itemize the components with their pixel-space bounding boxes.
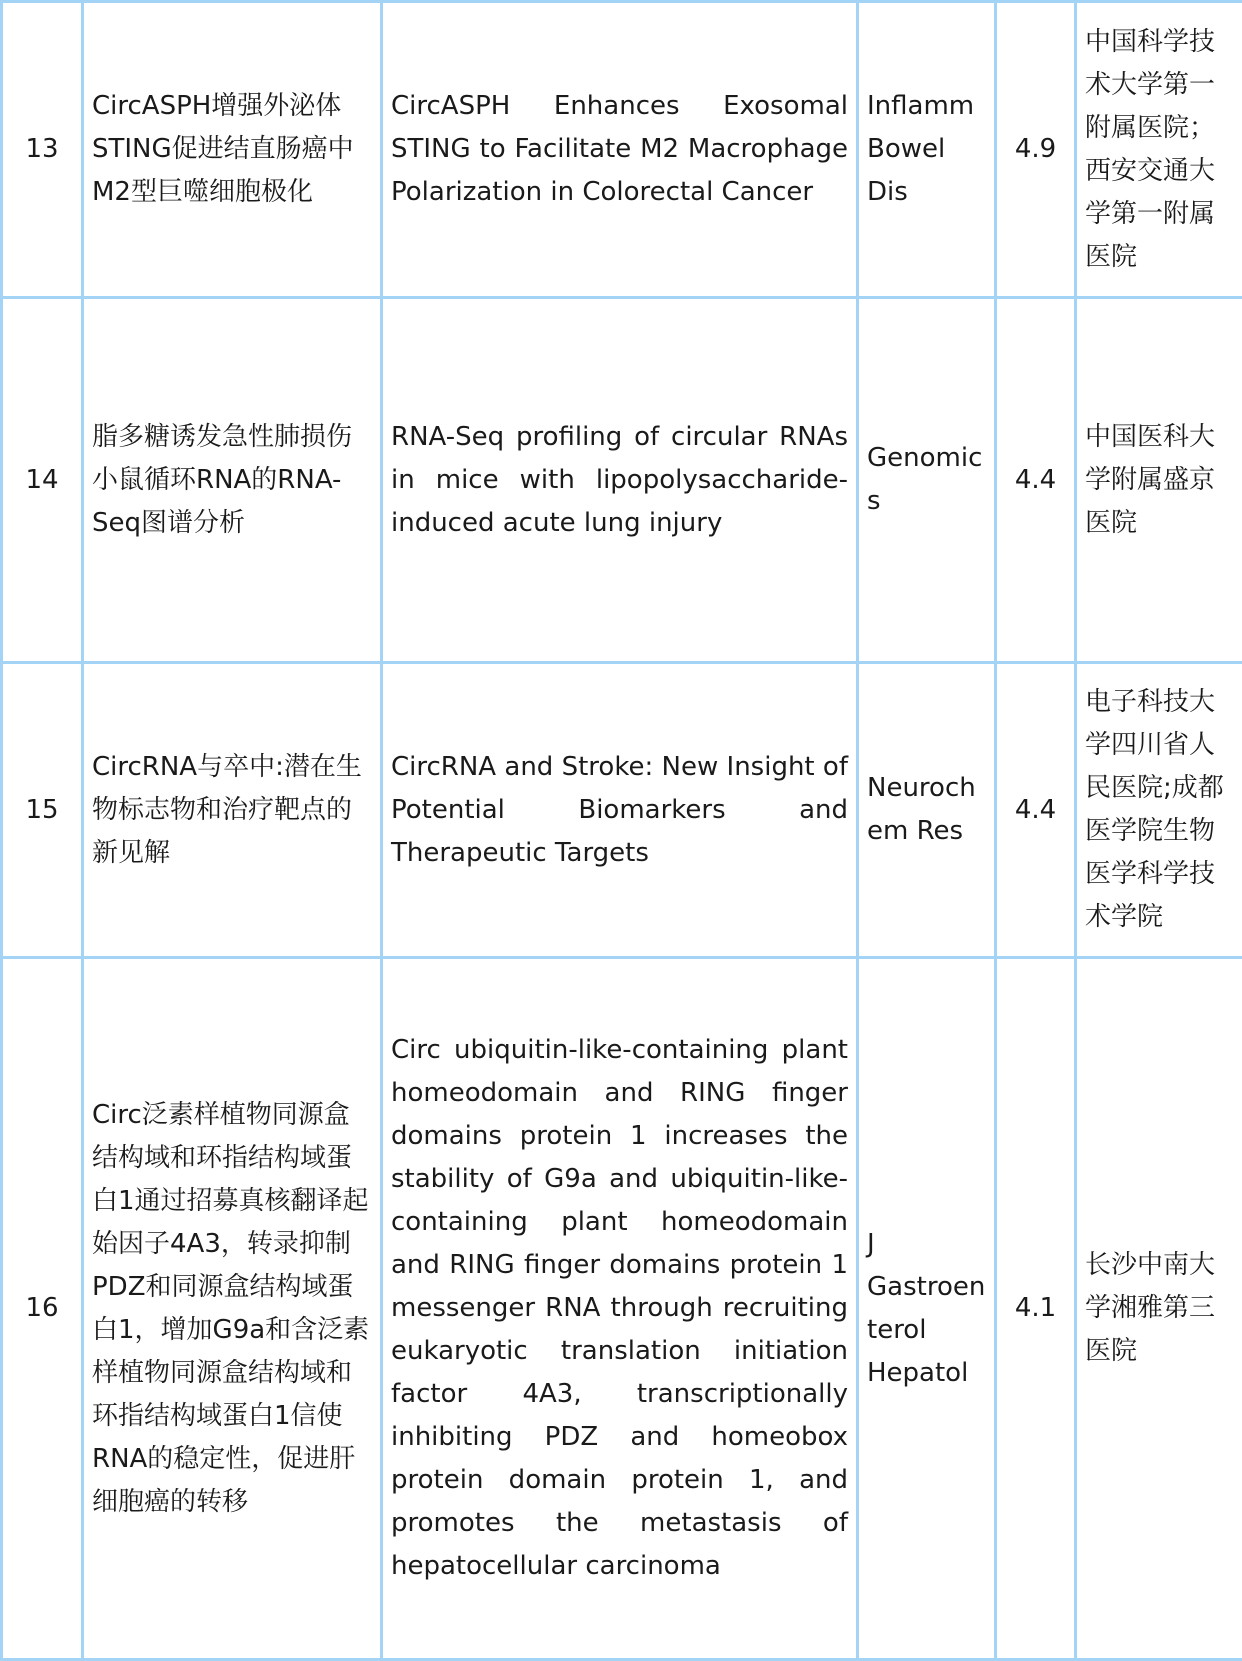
table-row — [2, 663, 1242, 958]
impact-factor: 4.1 — [996, 958, 1076, 1660]
title-english: CircASPH Enhances Exosomal STING to Facilitate M2 Macrophage Polarization in Colorectal Cancer — [382, 2, 858, 298]
table-row — [2, 298, 1242, 663]
journal: J Gastroenterol Hepatol — [858, 958, 996, 1660]
impact-factor: 4.4 — [996, 298, 1076, 663]
row-number: 16 — [2, 958, 83, 1660]
title-english: RNA-Seq profiling of circular RNAs in mice with lipopolysaccharide-induced acute lung injury — [382, 298, 858, 663]
journal: Inflamm Bowel Dis — [858, 2, 996, 298]
impact-factor: 4.4 — [996, 663, 1076, 958]
title-chinese: 脂多糖诱发急性肺损伤小鼠循环RNA的RNA-Seq图谱分析 — [83, 298, 382, 663]
table-row — [2, 2, 1242, 298]
institution: 长沙中南大学湘雅第三医院 — [1076, 958, 1242, 1660]
title-english: CircRNA and Stroke: New Insight of Potential Biomarkers and Therapeutic Targets — [382, 663, 858, 958]
institution: 中国医科大学附属盛京医院 — [1076, 298, 1242, 663]
impact-factor: 4.9 — [996, 2, 1076, 298]
journal: Neurochem Res — [858, 663, 996, 958]
row-number: 15 — [2, 663, 83, 958]
table-row — [2, 958, 1242, 1660]
title-chinese: CircASPH增强外泌体STING促进结直肠癌中M2型巨噬细胞极化 — [83, 2, 382, 298]
row-number: 14 — [2, 298, 83, 663]
institution: 电子科技大学四川省人民医院;成都医学院生物医学科学技术学院 — [1076, 663, 1242, 958]
institution: 中国科学技术大学第一附属医院；西安交通大学第一附属医院 — [1076, 2, 1242, 298]
title-chinese: CircRNA与卒中:潜在生物标志物和治疗靶点的新见解 — [83, 663, 382, 958]
row-number: 13 — [2, 2, 83, 298]
journal: Genomics — [858, 298, 996, 663]
title-chinese: Circ泛素样植物同源盒结构域和环指结构域蛋白1通过招募真核翻译起始因子4A3，转录抑制PDZ和同源盒结构域蛋白1，增加G9a和含泛素样植物同源盒结构域和环指结构域蛋白1信使RNA的稳定性，促进肝细胞癌的转移 — [83, 958, 382, 1660]
title-english: Circ ubiquitin-like-containing plant homeodomain and RING finger domains protein 1 increases the stability of G9a and ubiquitin-like-containing plant homeodomain and RING finger domains protein 1 messenger RNA through recruiting eukaryotic translation initiation factor 4A3, transcriptionally inhibiting PDZ and homeobox protein domain protein 1, and promotes the metastasis of hepatocellular carcinoma — [382, 958, 858, 1660]
